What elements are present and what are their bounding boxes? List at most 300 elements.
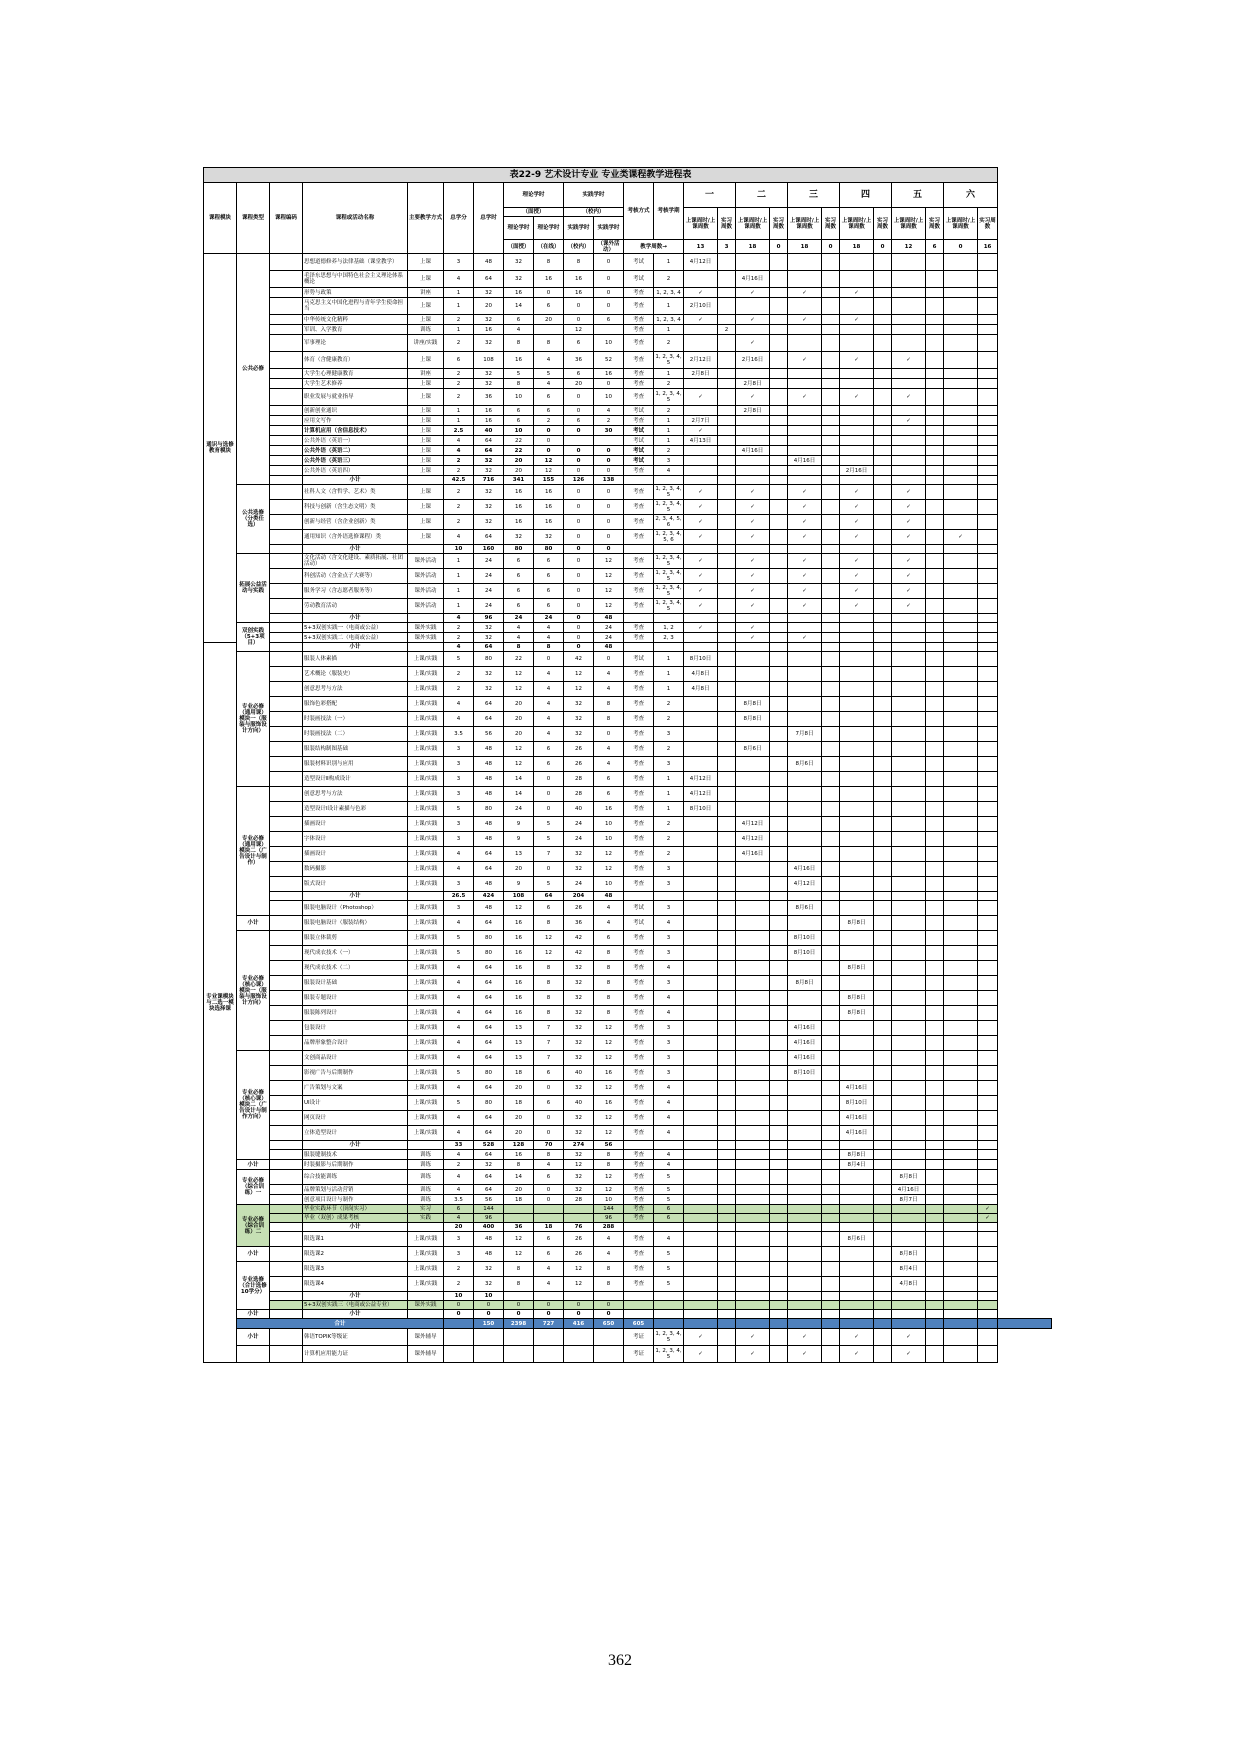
category-cell: 小计 xyxy=(237,1329,270,1346)
term-cell xyxy=(944,1066,978,1081)
term-cell xyxy=(874,1111,892,1126)
pi-cell: 32 xyxy=(564,862,594,877)
exam-cell: 考查 xyxy=(624,682,654,697)
po-cell: 12 xyxy=(594,599,624,614)
hours-cell: 144 xyxy=(474,1205,504,1214)
term-cell: ✓ xyxy=(840,599,874,614)
term-cell xyxy=(840,742,874,757)
term-cell: ✓ xyxy=(892,530,926,545)
term-cell: ✓ xyxy=(892,584,926,599)
blank-cell xyxy=(684,545,718,554)
term-cell xyxy=(822,667,840,682)
term-cell: 8月4日 xyxy=(892,1262,926,1277)
tf-cell: 6 xyxy=(504,584,534,599)
term-cell xyxy=(978,254,998,271)
code-cell xyxy=(270,1081,303,1096)
term-cell xyxy=(736,1006,770,1021)
term-cell xyxy=(944,1096,978,1111)
term-cell: ✓ xyxy=(736,389,770,406)
term-cell xyxy=(874,271,892,288)
po-cell: 12 xyxy=(594,554,624,569)
blank-cell xyxy=(736,545,770,554)
term-cell xyxy=(874,1195,892,1205)
term-cell xyxy=(718,652,736,667)
blank-cell xyxy=(944,614,978,623)
exam-cell: 考查 xyxy=(624,1205,654,1214)
term-cell: 8月6日 xyxy=(840,1232,874,1247)
blank-cell xyxy=(770,1141,788,1150)
credit-cell: 3 xyxy=(444,901,474,916)
header-theory-face2: 理论学时 xyxy=(504,217,534,240)
term-cell xyxy=(892,1214,926,1223)
week-count: 13 xyxy=(684,240,718,254)
tf-cell: 727 xyxy=(534,1319,564,1329)
blank-cell xyxy=(926,476,944,485)
tf-cell: 6 xyxy=(504,554,534,569)
blank-cell xyxy=(788,1319,822,1329)
to-cell: 0 xyxy=(534,652,564,667)
table-row xyxy=(204,426,1052,436)
term-cell xyxy=(926,1066,944,1081)
blank-cell xyxy=(718,545,736,554)
term-cell xyxy=(874,1006,892,1021)
term-cell xyxy=(822,515,840,530)
term-cell xyxy=(874,931,892,946)
term-cell xyxy=(874,456,892,466)
term-cell: ✓ xyxy=(684,426,718,436)
term-cell: ✓ xyxy=(840,569,874,584)
credit-cell: 4 xyxy=(444,530,474,545)
term-cell xyxy=(770,335,788,352)
term-cell xyxy=(892,1232,926,1247)
exam-cell: 考查 xyxy=(624,1066,654,1081)
term-cell xyxy=(788,1006,822,1021)
table-row xyxy=(204,1021,1052,1036)
term-cell: 8月8日 xyxy=(840,991,874,1006)
blank-cell xyxy=(874,614,892,623)
term-cell xyxy=(788,961,822,976)
to-cell: 4 xyxy=(534,623,564,633)
term-cell xyxy=(926,456,944,466)
term-cell xyxy=(892,916,926,931)
exam-cell: 考查 xyxy=(624,623,654,633)
exam-cell: 考试 xyxy=(624,652,654,667)
blank-cell xyxy=(874,643,892,652)
code-cell xyxy=(270,599,303,614)
term-cell xyxy=(788,1262,822,1277)
blank-cell xyxy=(978,545,998,554)
term-cell xyxy=(874,446,892,456)
term-cell xyxy=(944,500,978,515)
table-row xyxy=(204,416,1052,426)
term-cell xyxy=(736,667,770,682)
term-cell xyxy=(874,426,892,436)
method-cell: 上课/实践 xyxy=(408,1262,444,1277)
term-cell xyxy=(684,1277,718,1292)
course-name: 职业发展与就业指导 xyxy=(303,389,408,406)
term-cell: ✓ xyxy=(684,530,718,545)
term-cell xyxy=(822,727,840,742)
term-cell xyxy=(926,682,944,697)
category-cell: 专业必修（核心课）模块一（服装与服饰设计方向） xyxy=(237,931,270,1051)
exam-cell: 考试 xyxy=(624,446,654,456)
po-cell: 12 xyxy=(594,1170,624,1185)
term-cell xyxy=(874,961,892,976)
term-cell xyxy=(926,916,944,931)
exam-term-cell: 2 xyxy=(654,446,684,456)
course-name: 创新创业通识 xyxy=(303,406,408,416)
tf-cell: 6 xyxy=(504,416,534,426)
term-cell xyxy=(718,667,736,682)
term-cell xyxy=(770,757,788,772)
term-cell xyxy=(926,1150,944,1160)
tf-cell xyxy=(504,1292,534,1301)
hours-cell: 32 xyxy=(474,466,504,476)
credit-cell: 4 xyxy=(444,697,474,712)
week-count: 12 xyxy=(892,240,926,254)
po-cell xyxy=(594,325,624,335)
hours-cell: 32 xyxy=(474,315,504,325)
term-cell xyxy=(770,584,788,599)
term-cell xyxy=(840,1066,874,1081)
pi-cell: 42 xyxy=(564,946,594,961)
term-cell xyxy=(926,1277,944,1292)
method-cell: 上课 xyxy=(408,254,444,271)
hours-cell: 48 xyxy=(474,817,504,832)
term-cell xyxy=(892,436,926,446)
term-cell: ✓ xyxy=(788,1346,822,1363)
term-cell xyxy=(788,254,822,271)
term-cell xyxy=(736,1150,770,1160)
term-cell: ✓ xyxy=(840,530,874,545)
method-cell: 上课 xyxy=(408,298,444,315)
header-term-2: 二 xyxy=(736,183,788,208)
term-cell xyxy=(718,682,736,697)
category-cell: 专业必修（通用课）模块一（服装与服饰设计方向） xyxy=(237,652,270,787)
hours-cell: 24 xyxy=(474,584,504,599)
term-cell: 8月10日 xyxy=(684,652,718,667)
method-cell: 上课/实践 xyxy=(408,862,444,877)
exam-cell: 考查 xyxy=(624,877,654,892)
to-cell: 16 xyxy=(534,485,564,500)
blank-cell xyxy=(624,1310,654,1319)
subtotal-label: 小计 xyxy=(303,614,408,623)
week-count: 18 xyxy=(840,240,874,254)
term-cell xyxy=(874,1096,892,1111)
term-cell xyxy=(822,682,840,697)
course-name: 造型设计Ⅰ设计素描与色彩 xyxy=(303,802,408,817)
term-cell xyxy=(892,847,926,862)
pi-cell: 26 xyxy=(564,757,594,772)
term-cell xyxy=(944,1036,978,1051)
blank-cell xyxy=(770,545,788,554)
term-cell xyxy=(822,325,840,335)
po-cell: 0 xyxy=(594,1310,624,1319)
term-cell xyxy=(770,485,788,500)
hours-cell: 64 xyxy=(474,1021,504,1036)
to-cell: 8 xyxy=(534,1150,564,1160)
category-cell: 小计 xyxy=(237,1247,270,1262)
po-cell: 10 xyxy=(594,832,624,847)
blank-cell xyxy=(684,643,718,652)
term-cell xyxy=(944,1051,978,1066)
exam-term-cell: 3 xyxy=(654,1051,684,1066)
term-cell xyxy=(718,500,736,515)
term-cell xyxy=(926,379,944,389)
term-cell xyxy=(684,916,718,931)
credit-cell: 3 xyxy=(444,817,474,832)
credit-cell: 2 xyxy=(444,369,474,379)
to-cell: 4 xyxy=(534,667,564,682)
term-cell xyxy=(788,1160,822,1170)
term-cell xyxy=(770,500,788,515)
blank-cell xyxy=(822,476,840,485)
term-cell xyxy=(874,772,892,787)
term-cell xyxy=(788,436,822,446)
term-cell: ✓ xyxy=(892,500,926,515)
exam-term-cell: 1 xyxy=(654,802,684,817)
term-cell xyxy=(840,633,874,643)
term-cell xyxy=(770,901,788,916)
blank-cell xyxy=(770,476,788,485)
term-cell xyxy=(874,416,892,426)
po-cell: 2 xyxy=(594,416,624,426)
term-cell xyxy=(926,485,944,500)
term-cell: ✓ xyxy=(840,1329,874,1346)
term-cell xyxy=(788,1247,822,1262)
term-cell: 4月12日 xyxy=(684,787,718,802)
term-cell: ✓ xyxy=(736,530,770,545)
po-cell: 144 xyxy=(594,1205,624,1214)
method-cell: 上课 xyxy=(408,500,444,515)
term-cell xyxy=(770,991,788,1006)
code-cell xyxy=(270,643,303,652)
table-row xyxy=(204,1036,1052,1051)
term-cell xyxy=(874,1170,892,1185)
term-cell: ✓ xyxy=(840,500,874,515)
blank-cell xyxy=(684,1292,718,1301)
header-term-1: 一 xyxy=(684,183,736,208)
total-row xyxy=(204,1319,1052,1329)
term-cell xyxy=(944,315,978,325)
table-row xyxy=(204,961,1052,976)
term-cell xyxy=(788,802,822,817)
table-row xyxy=(204,406,1052,416)
exam-cell: 考查 xyxy=(624,847,654,862)
exam-cell: 考查 xyxy=(624,389,654,406)
pi-cell: 12 xyxy=(564,325,594,335)
method-cell: 课外实践 xyxy=(408,623,444,633)
term-cell xyxy=(718,623,736,633)
pi-cell xyxy=(564,436,594,446)
term-cell xyxy=(840,931,874,946)
method-cell xyxy=(408,614,444,623)
pi-cell: 0 xyxy=(564,515,594,530)
term-cell xyxy=(840,946,874,961)
exam-term-cell: 3 xyxy=(654,757,684,772)
term-cell xyxy=(978,369,998,379)
exam-cell: 考查 xyxy=(624,1214,654,1223)
exam-term-cell: 6 xyxy=(654,1205,684,1214)
course-name: 体育（含健康教育） xyxy=(303,352,408,369)
credit-cell: 3 xyxy=(444,787,474,802)
blank-cell xyxy=(892,545,926,554)
method-cell: 上课/实践 xyxy=(408,961,444,976)
header-module: 课程模块 xyxy=(204,183,237,254)
term-cell xyxy=(684,1051,718,1066)
table-row xyxy=(204,1006,1052,1021)
category-cell xyxy=(237,1346,270,1363)
code-cell xyxy=(270,406,303,416)
to-cell: 6 xyxy=(534,1232,564,1247)
course-name: 军训、入学教育 xyxy=(303,325,408,335)
tf-cell: 16 xyxy=(504,288,534,298)
credit-cell: 1 xyxy=(444,298,474,315)
term-cell xyxy=(788,623,822,633)
exam-term-cell: 2 xyxy=(654,271,684,288)
blank-cell xyxy=(892,1223,926,1232)
term-cell xyxy=(736,1232,770,1247)
blank-cell xyxy=(684,892,718,901)
course-name: 时装画技法（二） xyxy=(303,727,408,742)
term-cell xyxy=(944,554,978,569)
term-cell xyxy=(926,727,944,742)
po-cell: 4 xyxy=(594,667,624,682)
tf-cell: 6 xyxy=(504,315,534,325)
code-cell xyxy=(270,456,303,466)
credit-cell: 4 xyxy=(444,847,474,862)
blank-cell xyxy=(840,1319,874,1329)
to-cell: 4 xyxy=(534,633,564,643)
code-cell xyxy=(270,892,303,901)
course-name: 服装电脑设计（服装结构） xyxy=(303,916,408,931)
term-cell xyxy=(892,1051,926,1066)
table-row xyxy=(204,931,1052,946)
term-cell xyxy=(718,389,736,406)
pi-cell: 204 xyxy=(564,892,594,901)
blank-cell xyxy=(944,1223,978,1232)
code-cell xyxy=(270,787,303,802)
term-cell: ✓ xyxy=(892,485,926,500)
po-cell xyxy=(594,1329,624,1346)
term-cell xyxy=(770,946,788,961)
term-cell xyxy=(840,1170,874,1185)
term-cell xyxy=(736,1185,770,1195)
term-cell xyxy=(718,916,736,931)
term-cell xyxy=(684,862,718,877)
term-cell xyxy=(978,325,998,335)
po-cell: 8 xyxy=(594,1150,624,1160)
subtotal-label: 小计 xyxy=(303,1141,408,1150)
term-cell xyxy=(926,554,944,569)
exam-term-cell: 3 xyxy=(654,862,684,877)
term-cell xyxy=(978,727,998,742)
course-name: 毕业（双创）成果考核 xyxy=(303,1214,408,1223)
exam-cell: 考查 xyxy=(624,352,654,369)
term-cell xyxy=(944,389,978,406)
po-cell: 4 xyxy=(594,1247,624,1262)
blank-cell xyxy=(684,1319,718,1329)
term-cell xyxy=(822,1214,840,1223)
pi-cell: 28 xyxy=(564,787,594,802)
pi-cell: 0 xyxy=(564,466,594,476)
course-name: 包装设计 xyxy=(303,1021,408,1036)
term-cell xyxy=(788,406,822,416)
table-row xyxy=(204,1160,1052,1170)
blank-cell xyxy=(944,1292,978,1301)
table-row xyxy=(204,697,1052,712)
course-name: 限选课3 xyxy=(303,1262,408,1277)
term-cell xyxy=(822,416,840,426)
term-cell xyxy=(944,802,978,817)
term-cell xyxy=(926,446,944,456)
term-cell xyxy=(684,1247,718,1262)
term-cell xyxy=(874,1346,892,1363)
course-name: 时装画技法（一） xyxy=(303,712,408,727)
course-name: 文创商品设计 xyxy=(303,1051,408,1066)
term-cell: 4月12日 xyxy=(684,254,718,271)
tf-cell: 341 xyxy=(504,476,534,485)
exam-cell: 考查 xyxy=(624,1081,654,1096)
term-cell xyxy=(926,931,944,946)
term-cell: ✓ xyxy=(736,500,770,515)
header-term-5: 五 xyxy=(892,183,944,208)
po-cell: 0 xyxy=(594,254,624,271)
table-row xyxy=(204,682,1052,697)
term-cell xyxy=(736,1066,770,1081)
pi-cell: 28 xyxy=(564,772,594,787)
to-cell: 16 xyxy=(534,515,564,530)
to-cell: 6 xyxy=(534,1066,564,1081)
pi-cell: 12 xyxy=(564,1277,594,1292)
exam-cell: 考查 xyxy=(624,976,654,991)
term-cell xyxy=(944,1021,978,1036)
tf-cell xyxy=(504,1329,534,1346)
term-cell xyxy=(684,456,718,466)
blank-cell xyxy=(874,1223,892,1232)
credit-cell: 3 xyxy=(444,832,474,847)
credit-cell: 3 xyxy=(444,1232,474,1247)
code-cell xyxy=(270,1223,303,1232)
tf-cell: 20 xyxy=(504,862,534,877)
term-cell: ✓ xyxy=(978,1205,998,1214)
pi-cell: 6 xyxy=(564,416,594,426)
exam-term-cell: 1, 2, 3, 4, 5 xyxy=(655,501,682,513)
to-cell: 155 xyxy=(534,476,564,485)
term-cell: ✓ xyxy=(788,599,822,614)
term-cell xyxy=(840,802,874,817)
term-cell xyxy=(944,466,978,476)
module-cell: 通识与选修教育模块 xyxy=(204,254,237,643)
to-cell: 4 xyxy=(534,1262,564,1277)
hours-cell: 80 xyxy=(474,1066,504,1081)
blank-cell xyxy=(788,1223,822,1232)
hours-cell: 64 xyxy=(474,271,504,288)
table-row xyxy=(204,1214,1052,1223)
course-name: 限选课1 xyxy=(303,1232,408,1247)
course-name: 服装陈列设计 xyxy=(303,1006,408,1021)
blank-cell xyxy=(770,614,788,623)
term-cell xyxy=(874,652,892,667)
to-cell: 6 xyxy=(534,757,564,772)
week-count: 3 xyxy=(718,240,736,254)
term-cell xyxy=(978,530,998,545)
header-method: 主要教学方式 xyxy=(408,183,444,254)
week-count: 18 xyxy=(788,240,822,254)
term-cell xyxy=(788,379,822,389)
tf-cell: 32 xyxy=(504,271,534,288)
code-cell xyxy=(270,446,303,456)
